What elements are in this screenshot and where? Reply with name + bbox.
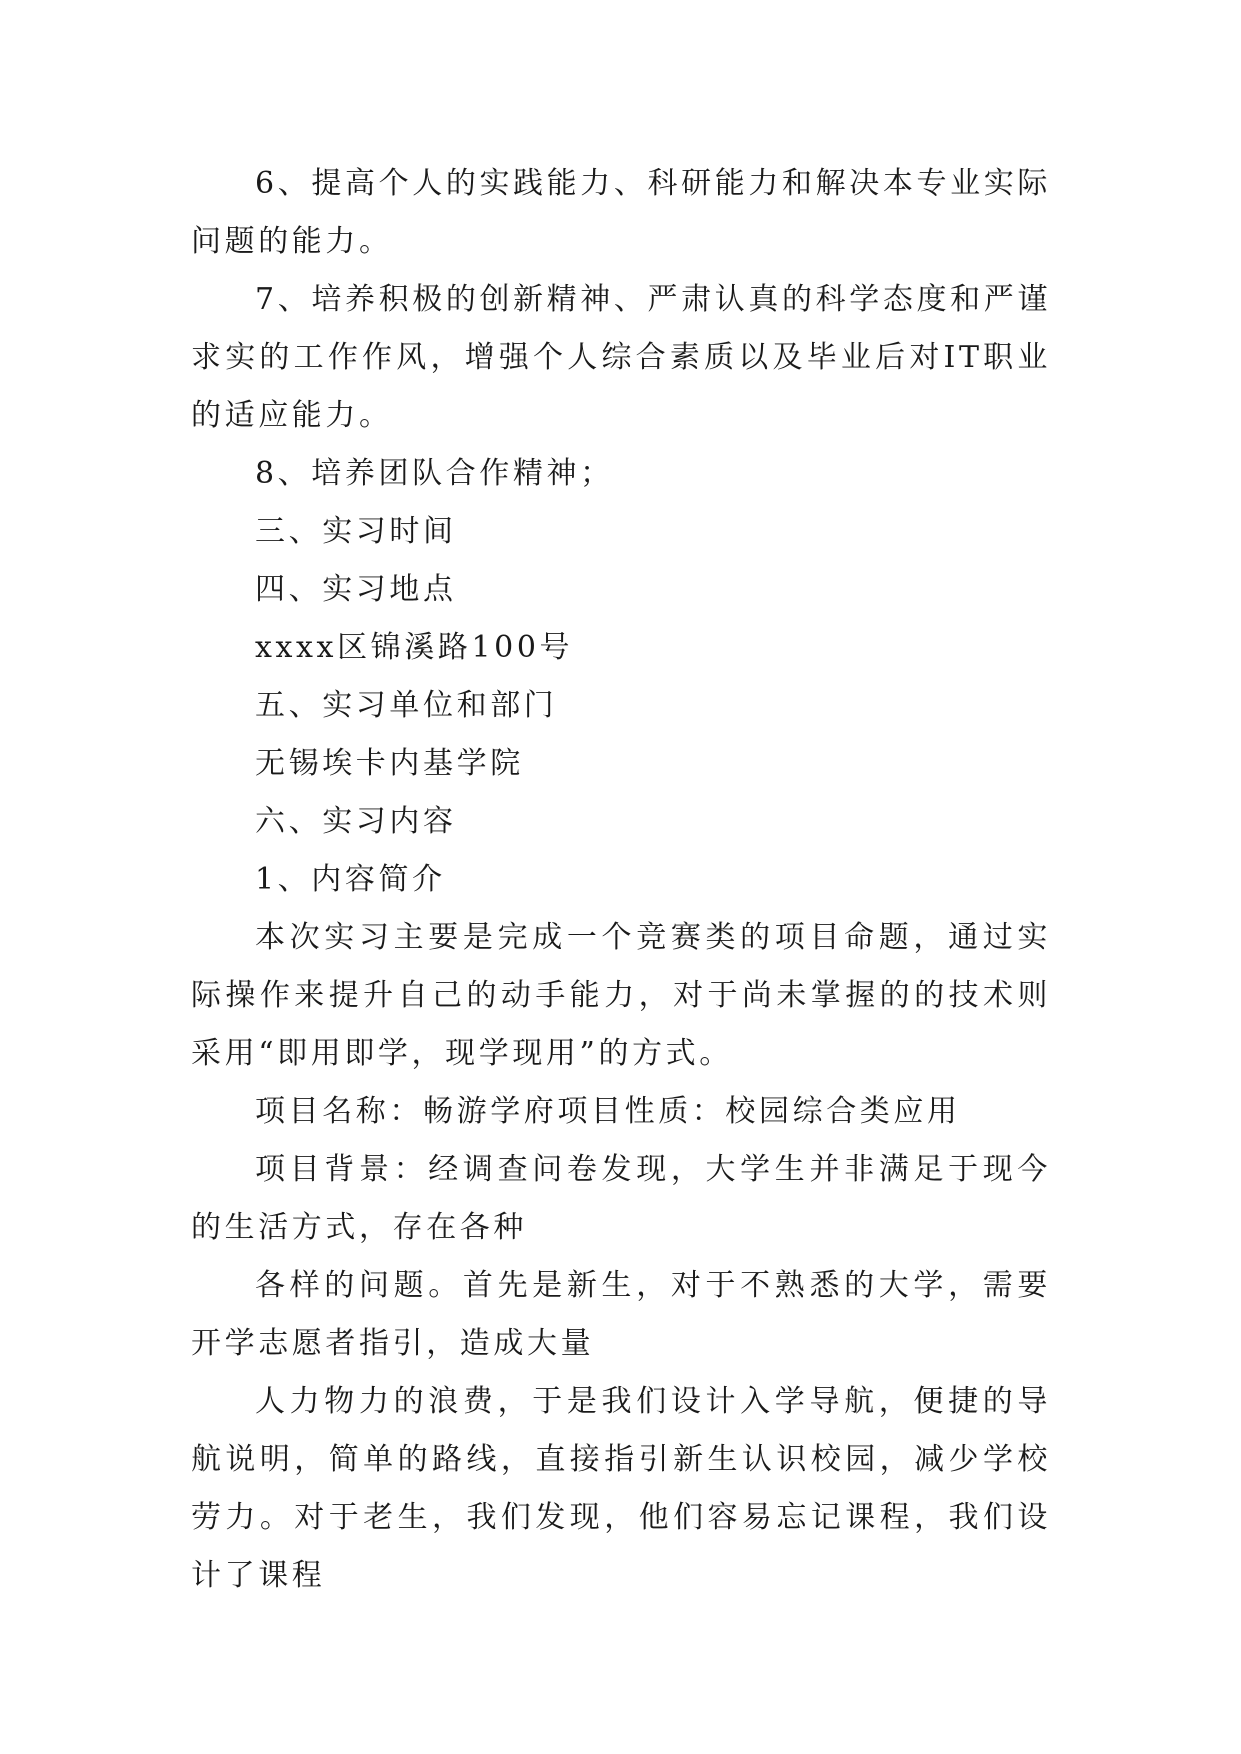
paragraph-address: xxxx区锦溪路100号 (255, 630, 574, 665)
paragraph-goal-6: 6、提高个人的实践能力、科研能力和解决本专业实际问题的能力。 (191, 166, 1051, 259)
paragraph-unit-name: 无锡埃卡内基学院 (255, 746, 524, 781)
paragraph-project-background: 项目背景：经调查问卷发现，大学生并非满足于现今的生活方式，存在各种 (191, 1152, 1051, 1245)
section-heading-internship-location: 四、实习地点 (255, 572, 457, 607)
paragraph-goal-7: 7、培养积极的创新精神、严肃认真的科学态度和严谨求实的工作作风，增强个人综合素质以及毕业后对IT职业的适应能力。 (191, 282, 1051, 433)
paragraph-solution: 人力物力的浪费，于是我们设计入学导航，便捷的导航说明，简单的路线，直接指引新生认识校园，减少学校劳力。对于老生，我们发现，他们容易忘记课程，我们设计了课程 (191, 1384, 1051, 1593)
section-heading-internship-content: 六、实习内容 (255, 804, 457, 839)
section-heading-internship-time: 三、实习时间 (255, 514, 457, 549)
section-heading-internship-unit: 五、实习单位和部门 (255, 688, 558, 723)
document-body (191, 155, 1051, 1605)
paragraph-goal-8: 8、培养团队合作精神； (255, 456, 614, 491)
paragraph-project-name: 项目名称：畅游学府项目性质：校园综合类应用 (255, 1094, 961, 1129)
paragraph-content-summary: 本次实习主要是完成一个竞赛类的项目命题，通过实际操作来提升自己的动手能力，对于尚未掌握的的技术则采用“即用即学，现学现用”的方式。 (191, 920, 1051, 1071)
paragraph-problems: 各样的问题。首先是新生，对于不熟悉的大学，需要开学志愿者指引，造成大量 (191, 1268, 1051, 1361)
subheading-content-summary: 1、内容简介 (255, 862, 446, 897)
